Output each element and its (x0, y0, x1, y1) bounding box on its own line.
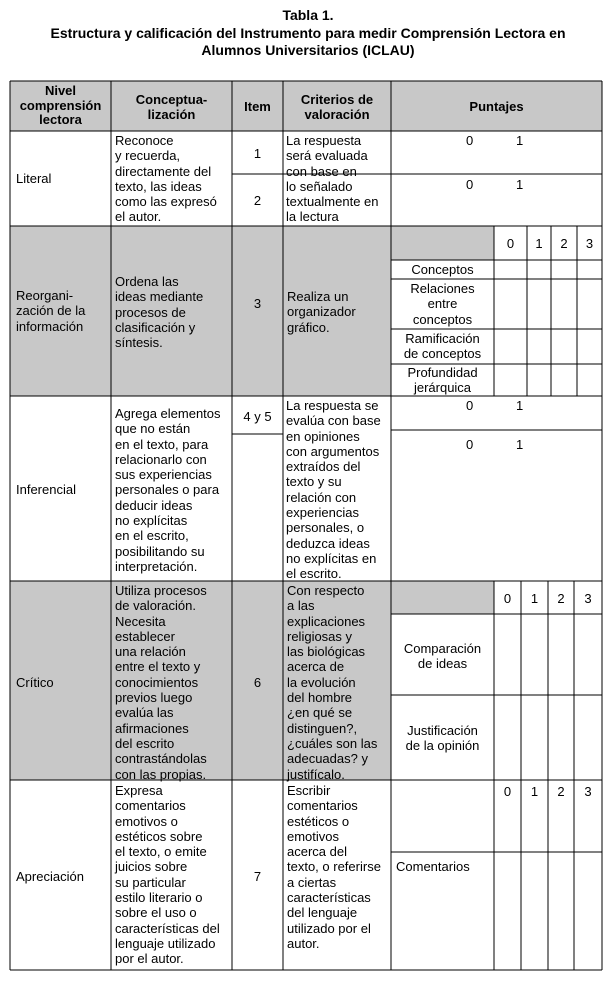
criterios-inferencial: La respuesta se evalúa con base en opiniones con argumentos extraídos del texto y su relación con experiencias personales, o deduzca ideas no explícitas en el escrito. (286, 398, 381, 582)
item-3: 3 (253, 296, 262, 311)
table-caption-line: Estructura y calificación del Instrumento para medir Comprensión Lectora en (50, 25, 566, 41)
score-value: 1 (516, 437, 524, 452)
table-caption-number: Tabla 1. (282, 7, 334, 23)
item-1: 1 (253, 146, 262, 161)
scale-3: 3 (584, 784, 592, 799)
nivel-inferencial: Inferencial (16, 482, 76, 497)
scale-2: 2 (557, 784, 565, 799)
sub-justificacion: Justificación de la opinión (405, 723, 480, 754)
sub-comparacion: Comparación de ideas (403, 641, 482, 672)
header-conceptualizacion: Conceptua- lización (135, 92, 208, 122)
scale-3: 3 (585, 236, 594, 251)
item-7: 7 (253, 869, 262, 884)
item-6: 6 (253, 675, 262, 690)
score-value: 1 (516, 177, 524, 192)
scale-0: 0 (506, 236, 515, 251)
scale-3: 3 (584, 591, 592, 606)
score-value: 0 (466, 133, 474, 148)
scale-1: 1 (535, 236, 543, 251)
concept-apreciacion: Expresa comentarios emotivos o estéticos sobre el texto, o emite juicios sobre su particular estilo literario o sobre el uso o características del lenguaje utilizado por el autor. (115, 783, 220, 967)
score-value: 1 (516, 133, 524, 148)
sub-profundidad: Profundidad jerárquica (407, 365, 478, 396)
header-puntajes: Puntajes (469, 99, 524, 114)
table-caption-line: Alumnos Universitarios (ICLAU) (201, 42, 415, 58)
item-2: 2 (253, 193, 262, 208)
sub-comentarios: Comentarios (396, 859, 470, 874)
concept-critico: Utiliza procesos de valoración. Necesita establecer una relación entre el texto y conocimientos previos luego evalúa las afirmaciones del escrito contrastándolas con las propias. (115, 583, 207, 782)
concept-inferencial: Agrega elementos que no están en el texto, para relacionarlo con sus experiencias personales o para deducir ideas no explícitas en el escrito, posibilitando su interpretación. (115, 406, 221, 574)
concept-reorganizacion: Ordena las ideas mediante procesos de clasificación y síntesis. (115, 274, 204, 351)
criterios-apreciacion: Escribir comentarios estéticos o emotivos acerca del texto, o referirse a ciertas características del lenguaje utilizado por el autor. (287, 783, 381, 951)
nivel-literal: Literal (16, 171, 52, 186)
score-value: 0 (466, 398, 474, 413)
nivel-reorganizacion: Reorgani- zación de la información (16, 288, 86, 334)
nivel-critico: Crítico (16, 675, 54, 690)
item-4-5: 4 y 5 (243, 409, 272, 424)
header-nivel: Nivel comprensión lectora (19, 83, 102, 127)
criterios-critico: Con respecto a las explicaciones religiosas y las biológicas acerca de la evolución del hombre ¿en qué se distinguen?, ¿cuáles son las adecuadas? y justifícalo. (287, 583, 378, 782)
sub-ramificacion: Ramificación de conceptos (403, 331, 482, 362)
scale-0: 0 (503, 591, 512, 606)
header-item: Item (244, 99, 271, 114)
header-criterios: Criterios de valoración (300, 92, 374, 122)
concept-literal: Reconoce y recuerda, directamente del texto, las ideas como las expresó el autor. (115, 133, 217, 225)
scale-0: 0 (503, 784, 512, 799)
criterios-reorganizacion: Realiza un organizador gráfico. (287, 289, 356, 335)
scale-2: 2 (557, 591, 565, 606)
sub-conceptos: Conceptos (411, 262, 474, 277)
score-value: 0 (466, 177, 474, 192)
nivel-apreciacion: Apreciación (16, 869, 84, 884)
score-value: 0 (466, 437, 474, 452)
criterios-literal: La respuesta será evaluada con base en lo señalado textualmente en la lectura (286, 133, 379, 225)
scale-1: 1 (530, 784, 539, 799)
sub-relaciones: Relaciones entre conceptos (410, 281, 475, 327)
scale-1: 1 (530, 591, 539, 606)
scale-2: 2 (560, 236, 568, 251)
score-value: 1 (516, 398, 524, 413)
